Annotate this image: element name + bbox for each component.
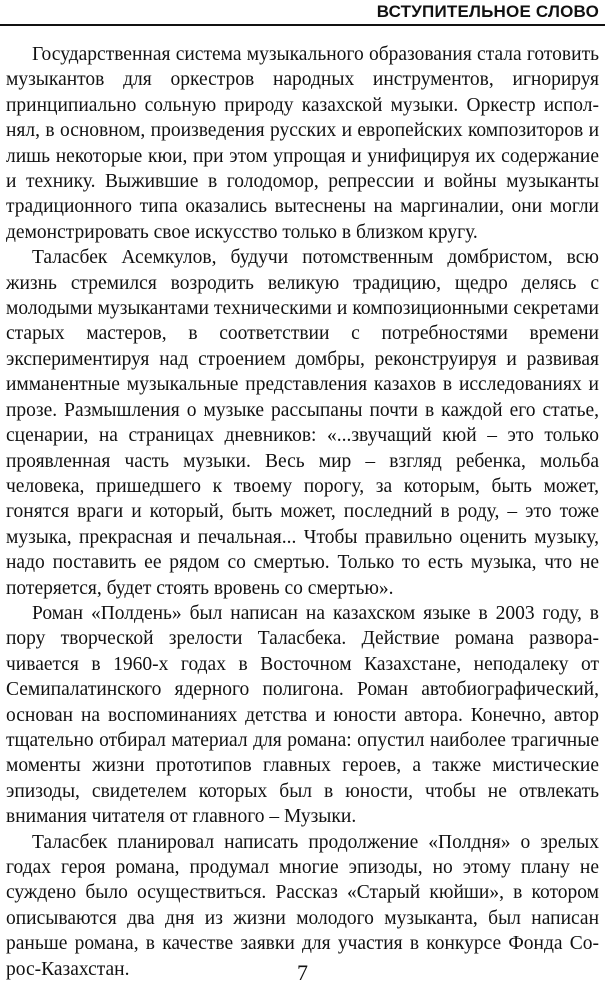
paragraph: Таласбек Асемкулов, будучи потомственным домбристом, всю жизнь стремился возродить великую традицию, щедро делясь с молодыми музыкантами техническими и композиционными секретами старых мастеров, в соответствии с потребностями времени экспериментируя над строением домбры, реконструируя и развивая имманентные музыкальные представления казахов в исследованиях и прозе. Размышления о музыке рассыпаны почти в каждой его статье, сценарии, на страницах дневников: «...звучащий кюй – это только проявленная часть музыки. Весь мир – взгляд ребенка, мольба человека, пришедшего к твоему порогу, за которым, быть может, гонятся враги и который, быть может, последний в роду, – это тоже музыка, прекрасная и печальная... Чтобы правильно оценить музыку, надо поставить ее рядом со смертью. Только то есть музыка, что не потеряется, будет стоять вровень со смертью». — [6, 247, 599, 599]
running-head — [0, 0, 605, 26]
paragraph: Роман «Полдень» был написан на казахском языке в 2003 году, в пору творческой зрелости Таласбека. Действие романа разворачивается в 1960-х годах в Восточном Казахстане, неподалеку от Семипалатинского ядерного полигона. Роман автобиографический, основан на воспоминаниях детства и юности автора. Конечно, автор тщательно отбирал материал для романа: опустил наиболее трагичные моменты жизни прототипов главных героев, а также мистические эпизоды, свидетелем которых был в юности, чтобы не отвлекать внимания читателя от главного – Музыки. — [6, 602, 599, 828]
paragraph: Таласбек планировал написать продолжение «Полдня» о зрелых годах героя романа, продумал многие эпизоды, но этому плану не суждено было осуществиться. Рассказ «Старый кюйши», в котором описываются два дня из жизни молодого музыканта, был написан раньше романа, в качестве заявки для участия в конкурсе Фонда Сорос-Казахстан. — [6, 831, 599, 980]
body-text — [6, 42, 599, 982]
paragraph: Государственная система музыкального образования стала готовить музыкантов для оркестров народных инструментов, игнорируя принципиально сольную природу казахской музыки. Оркестр исполнял, в основном, произведения русских и европейских композиторов и лишь некоторые кюи, при этом упрощая и унифицируя их содержание и технику. Выжившие в голодомор, репрессии и войны музыканты традиционного типа оказались вытеснены на маргиналии, они могли демонстрировать свое искусство только в близком кругу. — [6, 44, 599, 243]
page-number: 7 — [297, 960, 308, 985]
running-head-title: ВСТУПИТЕЛЬНОЕ СЛОВО — [376, 2, 599, 21]
